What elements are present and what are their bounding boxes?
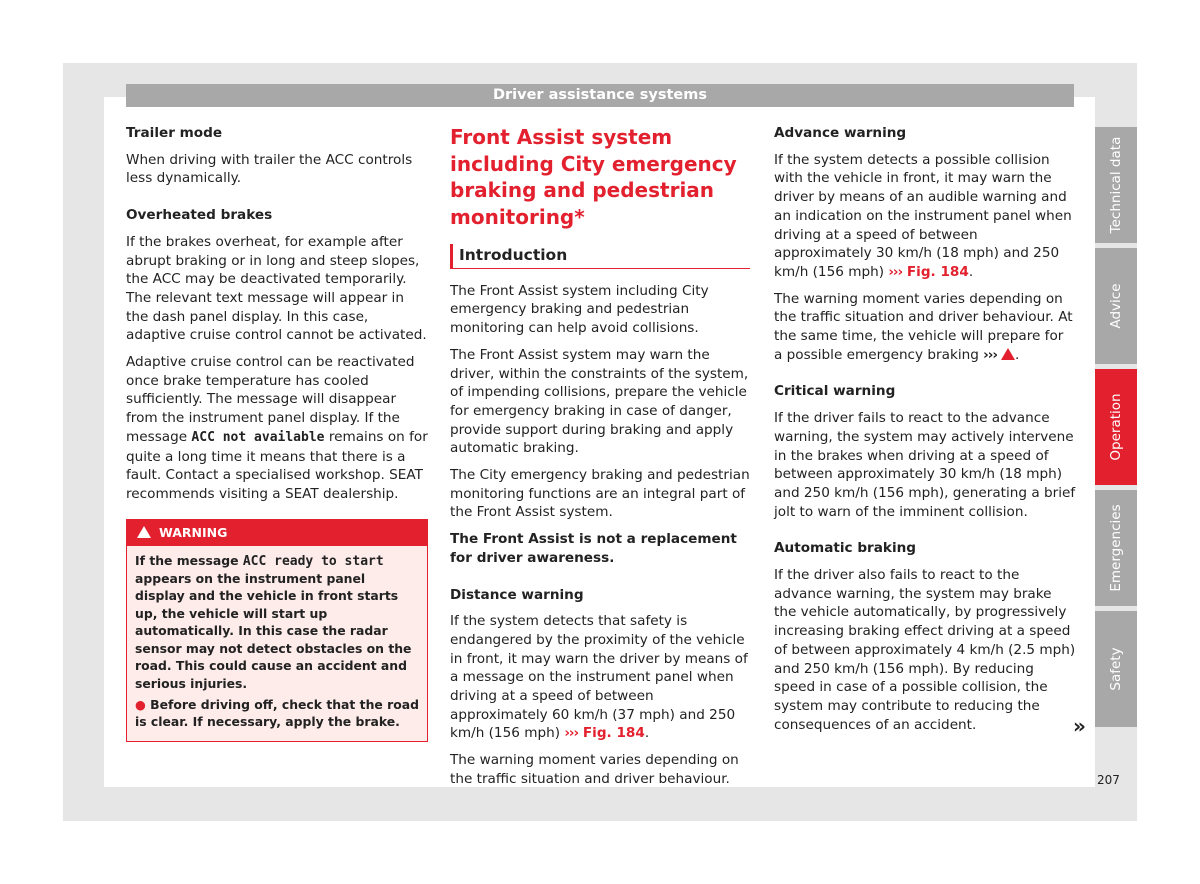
warning-triangle-icon: [137, 526, 151, 538]
column-left: [126, 124, 428, 742]
warning-triangle-icon[interactable]: [1001, 348, 1015, 360]
ref-arrows-icon: ›››: [888, 263, 903, 280]
distance-warning-heading: Distance warning: [450, 586, 584, 603]
overheated-brakes-text: If the brakes overheat, for example after abrupt braking or in long and steep slopes, the ACC may be deactivated temporarily. The relevant text message will appear in the dash panel display. In this case, adaptive cruise control cannot be activated.: [126, 233, 427, 344]
distance-warning-body: If the system detects that safety is endangered by the proximity of the vehicle in front, it may warn the driver by means of a message on the instrument panel when driving at a speed of between approximately 60 km/h (37 mph) and 250 km/h (156 mph): [450, 613, 748, 742]
warning-text: [135, 552, 419, 692]
warning-ref-arrows-icon[interactable]: ›››: [983, 346, 997, 363]
tab-label: Operation: [1108, 393, 1124, 461]
ref-arrows-icon: ›››: [564, 725, 579, 742]
fig-reference-link[interactable]: [888, 264, 969, 280]
tab-label: Technical data: [1108, 136, 1124, 234]
tab-label: Advice: [1108, 283, 1124, 329]
fig-reference-label: Fig. 184: [582, 725, 645, 742]
trailer-mode-heading: Trailer mode: [126, 125, 223, 141]
tab-safety[interactable]: [1095, 611, 1137, 727]
warning-header: [127, 520, 427, 546]
warning-text-1: If the message: [135, 552, 239, 568]
page-number: 207: [1097, 773, 1120, 787]
tab-label: Emergencies: [1108, 504, 1124, 592]
reactivation-text-1: Adaptive cruise control can be reactivated once brake temperature has cooled sufficiently. The message will disappear from the instrument panel display. If the message: [126, 354, 415, 445]
continued-icon: »: [1073, 714, 1086, 738]
intro-paragraph-2: The Front Assist system may warn the driver, within the constraints of the system, of impending collisions, prepare the vehicle for emergency braking in case of danger, provide support during braking and apply automatic braking.: [450, 346, 749, 457]
acc-ready-code: ACC ready to start: [242, 553, 384, 569]
warning-box: [126, 519, 428, 742]
tab-advice[interactable]: [1095, 248, 1137, 364]
advance-warning-text: If the system detects a possible collision with the vehicle in front, it may warn the driver by means of an audible warning and an indication on the instrument panel when driving at a speed of between approximately 30 km/h (18 mph) and 250 km/h (156 mph) ››› Fig. 184.: [774, 151, 1072, 280]
overheated-brakes-heading: Overheated brakes: [126, 207, 273, 224]
automatic-braking-text: If the driver also fails to react to the advance warning, the system may brake the vehicle automatically, by progressively increasing braking effect driving at a speed of between approximately 4 km/h (2.5 mph) and 250 km/h (156 mph). By reducing speed in case of a possible collision, the system may contribute to reducing the consequences of an accident.: [774, 567, 1076, 733]
intro-bold-note: The Front Assist is not a replacement for driver awareness.: [450, 531, 737, 566]
advance-warning-body: If the system detects a possible collision with the vehicle in front, it may warn the driver by means of an audible warning and an indication on the instrument panel when driving at a speed of between approximately 30 km/h (18 mph) and 250 km/h (156 mph): [774, 151, 1072, 280]
critical-warning-heading: Critical warning: [774, 383, 896, 400]
column-right: [774, 124, 1076, 742]
advance-warning-heading: Advance warning: [774, 125, 907, 141]
reactivation-text-2: remains on for quite a long time it means that there is a fault. Contact a specialised workshop. SEAT recommends visiting a SEAT dealership.: [126, 428, 428, 502]
critical-warning-text: If the driver fails to react to the advance warning, the system may actively intervene in the brakes when driving at a speed of between approximately 30 km/h (18 mph) and 250 km/h (156 mph), generating a brief jolt to warn of the imminent collision.: [774, 410, 1076, 520]
intro-paragraph-3: The City emergency braking and pedestrian monitoring functions are an integral part of the Front Assist system.: [450, 467, 750, 521]
advance-warning-body-2: The warning moment varies depending on the traffic situation and driver behaviour. At the same time, the vehicle will prepare for a possible emergency braking: [774, 290, 1073, 363]
warning-bullet-text: Before driving off, check that the road is clear. If necessary, apply the brake.: [135, 696, 419, 730]
tab-emergencies[interactable]: [1095, 490, 1137, 606]
tab-technical-data[interactable]: [1095, 127, 1137, 243]
chapter-title: Front Assist system including City emergency braking and pedestrian monitoring*: [450, 125, 737, 229]
introduction-heading: Introduction: [450, 244, 750, 269]
tab-operation[interactable]: [1095, 369, 1137, 485]
warning-body: [127, 546, 427, 741]
reactivation-text: [126, 353, 428, 504]
fig-reference-link[interactable]: [564, 725, 645, 741]
bullet-icon: ●: [135, 696, 146, 712]
warning-text-2: appears on the instrument panel display and the vehicle in front starts up, the vehicle will start up automatically. In this case the radar sensor may not detect obstacles on the road. This could cause an accident and serious injuries.: [135, 571, 412, 691]
column-middle: [450, 124, 750, 797]
intro-paragraph-1: The Front Assist system including City emergency braking and pedestrian monitoring can help avoid collisions.: [450, 282, 709, 337]
section-header: Driver assistance systems: [126, 84, 1074, 107]
warning-label: WARNING: [159, 524, 228, 540]
distance-warning-text: If the system detects that safety is endangered by the proximity of the vehicle in front, it may warn the driver by means of a message on the instrument panel when driving at a speed of between approximately 60 km/h (37 mph) and 250 km/h (156 mph) ››› Fig. 184.: [450, 613, 748, 742]
trailer-mode-text: When driving with trailer the ACC controls less dynamically.: [126, 151, 413, 187]
warning-bullet: [135, 696, 419, 731]
fig-reference-label: Fig. 184: [906, 263, 969, 280]
advance-warning-text-2: The warning moment varies depending on the traffic situation and driver behaviour. At the same time, the vehicle will prepare for a possible emergency braking ››› .: [774, 290, 1073, 363]
tab-label: Safety: [1108, 647, 1124, 691]
automatic-braking-heading: Automatic braking: [774, 540, 917, 557]
distance-warning-text-2: The warning moment varies depending on the traffic situation and driver behaviour.: [450, 752, 739, 787]
acc-not-available-code: ACC not available: [191, 429, 325, 445]
